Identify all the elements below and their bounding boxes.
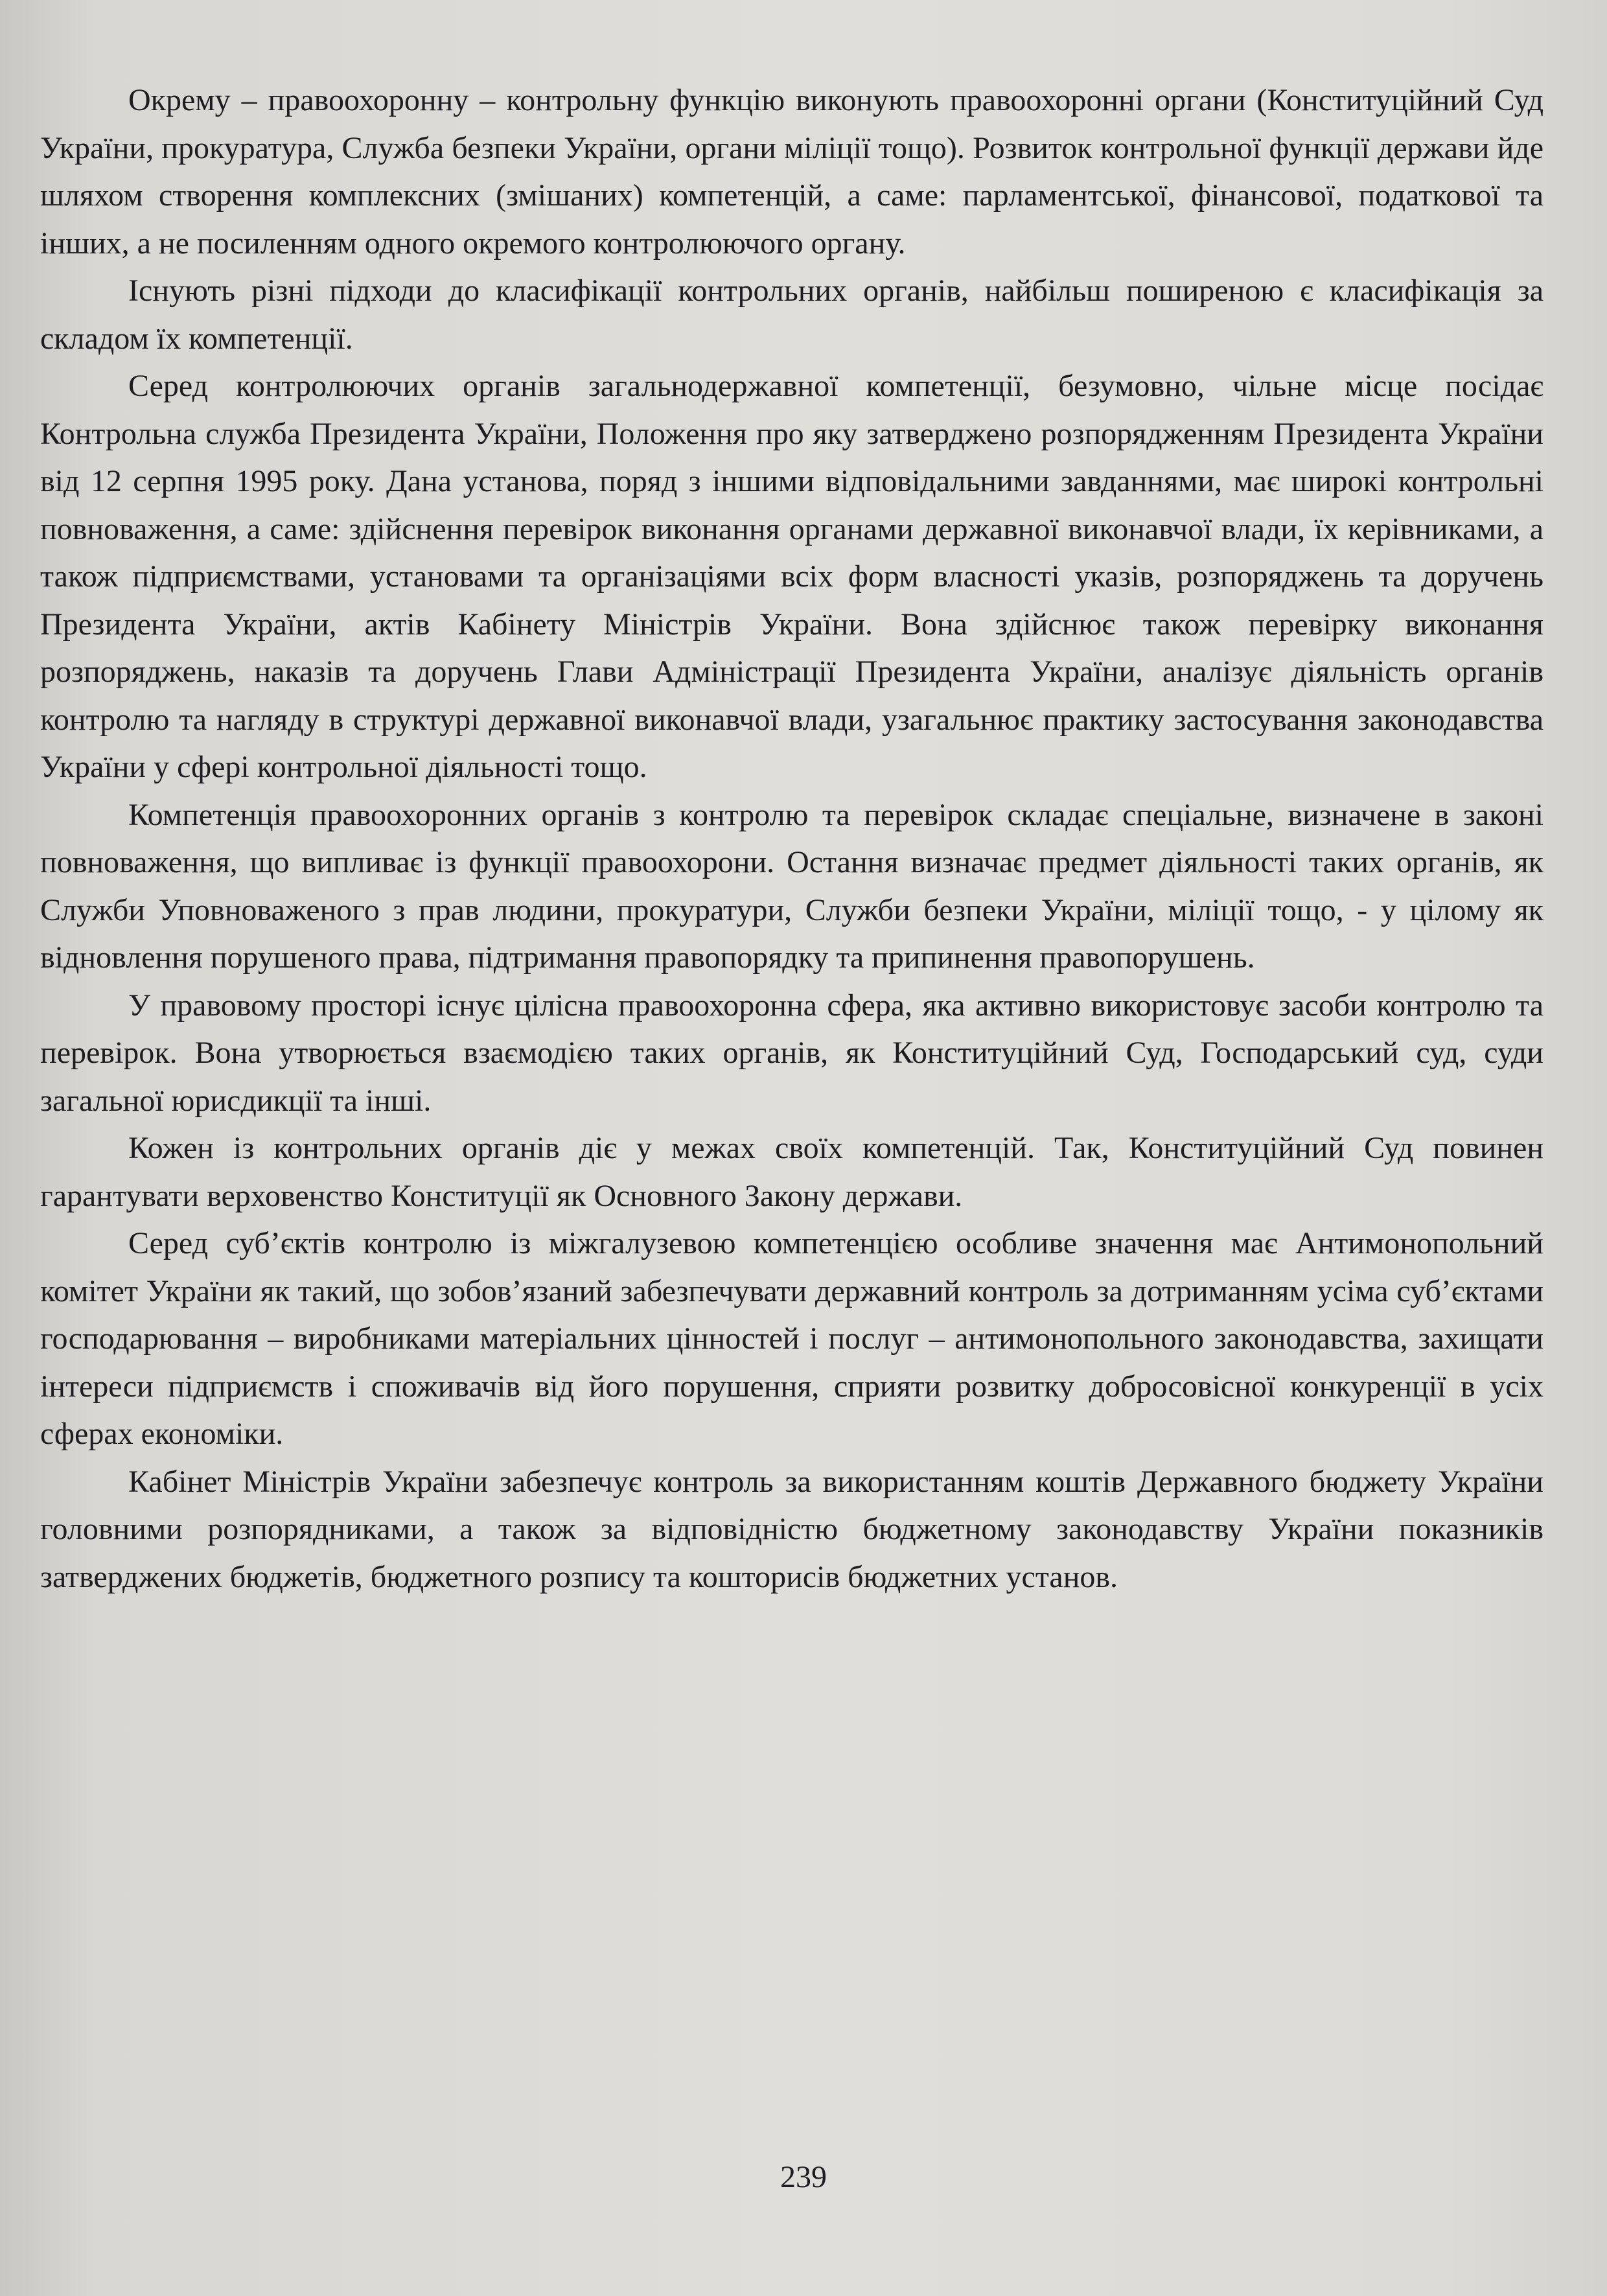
paragraph-3: Серед контролюючих органів загальнодержавної компетенції, безумовно, чільне місце посідає Контрольна служба Президента України, Положення про яку затверджено розпорядженням Президента України від 12 серпня 1995 року. Дана установа, поряд з іншими відповідальними завданнями, має широкі контрольні повноваження, а саме: здійснення перевірок виконання органами державної виконавчої влади, їх керівниками, а також підприємствами, установами та організаціями всіх форм власності указів, розпоряджень та доручень Президента України, актів Кабінету Міністрів України. Вона здійснює також перевірку виконання розпоряджень, наказів та доручень Глави Адміністрації Президента України, аналізує діяльність органів контролю та нагляду в структурі державної виконавчої влади, узагальнює практику застосування законодавства України у сфері контрольної діяльності тощо.: [40, 369, 1543, 784]
page-number: 239: [780, 2160, 827, 2194]
paragraph-6: Кожен із контрольних органів діє у межах своїх компетенцій. Так, Конституційний Суд повинен гарантувати верховенство Конституції як Основного Закону держави.: [40, 1131, 1543, 1213]
paragraph-2: Існують різні підходи до класифікації контрольних органів, найбільш поширеною є класифікація за складом їх компетенції.: [40, 273, 1543, 356]
paragraph-1: Окрему – правоохоронну – контрольну функцію виконують правоохоронні органи (Конституційний Суд України, прокуратура, Служба безпеки України, органи міліції тощо). Розвиток контрольної функції держави йде шляхом створення комплексних (змішаних) компетенцій, а саме: парламентської, фінансової, податкової та інших, а не посиленням одного окремого контролюючого органу.: [40, 83, 1543, 261]
paragraph-5: У правовому просторі існує цілісна правоохоронна сфера, яка активно використовує засоби контролю та перевірок. Вона утворюється взаємодією таких органів, як Конституційний Суд, Господарський суд, суди загальної юрисдикції та інші.: [40, 988, 1543, 1118]
paragraph-7: Серед суб’єктів контролю із міжгалузевою компетенцією особливе значення має Антимонопольний комітет України як такий, що зобов’язаний забезпечувати державний контроль за дотриманням усіма суб’єктами господарювання – виробниками матеріальних цінностей і послуг – антимонопольного законодавства, захищати інтереси підприємств і споживачів від його порушення, сприяти розвитку добросовісної конкуренції в усіх сферах економіки.: [40, 1226, 1543, 1451]
paragraph-8: Кабінет Міністрів України забезпечує контроль за використанням коштів Державного бюджету України головними розпорядниками, а також за відповідністю бюджетному законодавству України показників затверджених бюджетів, бюджетного розпису та кошторисів бюджетних установ.: [40, 1464, 1543, 1594]
paragraph-4: Компетенція правоохоронних органів з контролю та перевірок складає спеціальне, визначене в законі повноваження, що випливає із функції правоохорони. Остання визначає предмет діяльності таких органів, як Служби Уповноваженого з прав людини, прокуратури, Служби безпеки України, міліції тощо, - у цілому як відновлення порушеного права, підтримання правопорядку та припинення правопорушень.: [40, 797, 1543, 975]
body-text: [40, 76, 1543, 1601]
